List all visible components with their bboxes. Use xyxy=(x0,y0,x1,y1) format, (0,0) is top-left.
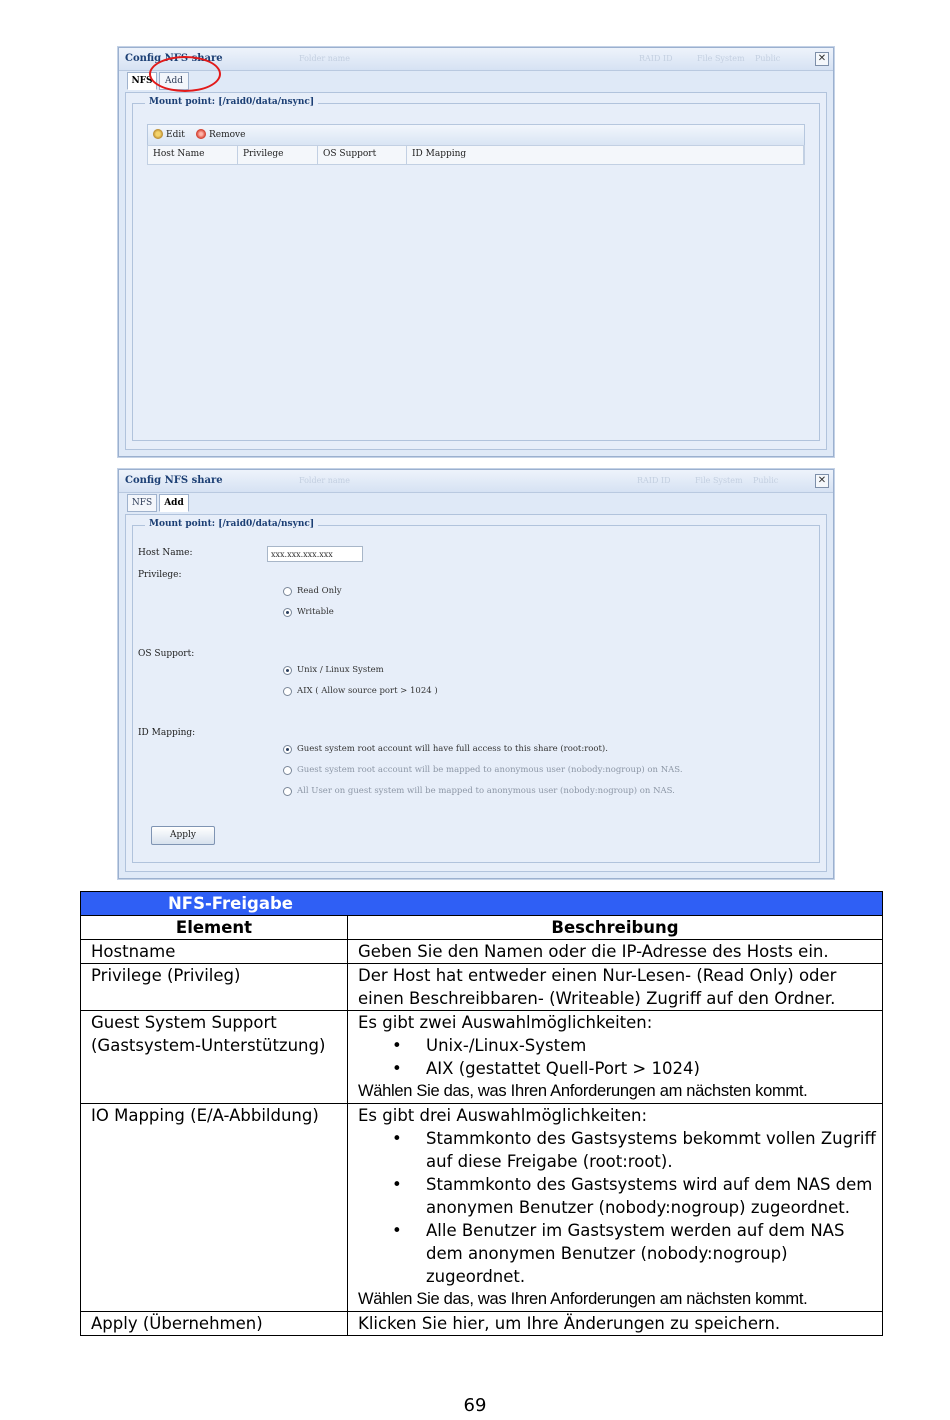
page-number: 69 xyxy=(463,1395,487,1416)
writable-label: Writable xyxy=(297,607,334,617)
unix-linux-label: Unix / Linux System xyxy=(297,665,384,675)
dialog-title: Config NFS share xyxy=(125,53,223,64)
table-title: NFS-Freigabe xyxy=(81,892,883,916)
ghost-public: Public xyxy=(755,54,781,63)
dialog-panel xyxy=(125,92,827,450)
bullet-item: • AIX (gestattet Quell-Port > 1024) xyxy=(426,1057,882,1080)
radio-all-users-anonymous[interactable] xyxy=(283,787,292,796)
id-mapping-label: ID Mapping: xyxy=(138,728,196,738)
radio-read-only[interactable] xyxy=(283,587,292,596)
aix-label: AIX ( Allow source port > 1024 ) xyxy=(297,686,438,696)
nfs-list-dialog xyxy=(118,47,834,457)
close-icon[interactable]: ✕ xyxy=(815,52,829,66)
host-name-label: Host Name: xyxy=(138,548,193,558)
bullet-item: • Stammkonto des Gastsystems bekommt vollen Zugriff auf diese Freigabe (root:root). xyxy=(426,1127,882,1173)
ghost-folder-name: Folder name xyxy=(299,476,350,485)
table-row xyxy=(81,964,883,1011)
row-tail: Wählen Sie das, was Ihren Anforderungen am nächsten kommt. xyxy=(358,1290,808,1308)
dialog-titlebar xyxy=(119,470,833,493)
row-description: Der Host hat entweder einen Nur-Lesen- (Read Only) oder einen Beschreibbaren- (Writeable) Zugriff auf den Ordner. xyxy=(348,964,883,1011)
row-description xyxy=(348,1011,883,1104)
edit-icon xyxy=(153,129,163,139)
ghost-file-system: File System xyxy=(695,476,743,485)
radio-aix[interactable] xyxy=(283,687,292,696)
ghost-raid-id: RAID ID xyxy=(639,54,673,63)
dialog-titlebar xyxy=(119,48,833,71)
highlight-circle xyxy=(149,56,221,92)
edit-label: Edit xyxy=(166,130,185,140)
bullet-item: • Unix-/Linux-System xyxy=(426,1034,882,1057)
edit-button[interactable] xyxy=(153,129,185,140)
grid-header xyxy=(147,145,805,165)
mount-point-label: Mount point: [/raid0/data/nsync] xyxy=(145,519,318,529)
column-separator xyxy=(317,146,318,164)
ghost-file-system: File System xyxy=(697,54,745,63)
row-element: Guest System Support (Gastsystem-Unterstützung) xyxy=(81,1011,348,1104)
radio-writable[interactable] xyxy=(283,608,292,617)
apply-button[interactable]: Apply xyxy=(151,826,215,845)
table-row xyxy=(81,1011,883,1104)
tab-nfs[interactable]: NFS xyxy=(127,494,157,512)
read-only-label: Read Only xyxy=(297,586,342,596)
tab-add[interactable]: Add xyxy=(159,494,189,512)
tab-nfs[interactable]: NFS xyxy=(127,72,157,90)
dialog-title: Config NFS share xyxy=(125,475,223,486)
mount-point-fieldset xyxy=(132,97,820,441)
privilege-label: Privilege: xyxy=(138,570,182,580)
toolbar xyxy=(147,124,805,146)
ghost-raid-id: RAID ID xyxy=(637,476,671,485)
mount-point-fieldset xyxy=(132,519,820,863)
table-title-row xyxy=(81,892,883,916)
root-full-access-label: Guest system root account will have full access to this share (root:root). xyxy=(297,744,608,754)
column-separator xyxy=(237,146,238,164)
os-support-label: OS Support: xyxy=(138,649,195,659)
bullet-list xyxy=(358,1034,882,1080)
column-separator xyxy=(406,146,407,164)
nfs-description-table xyxy=(80,891,883,1336)
table-row xyxy=(81,940,883,964)
radio-unix-linux[interactable] xyxy=(283,666,292,675)
ghost-folder-name: Folder name xyxy=(299,54,350,63)
row-intro: Es gibt drei Auswahlmöglichkeiten: xyxy=(358,1106,648,1125)
column-privilege[interactable]: Privilege xyxy=(243,149,284,159)
row-description xyxy=(348,1104,883,1312)
row-intro: Es gibt zwei Auswahlmöglichkeiten: xyxy=(358,1013,653,1032)
bullet-item: • Stammkonto des Gastsystems wird auf dem NAS dem anonymen Benutzer (nobody:nogroup) zugeordnet. xyxy=(426,1173,882,1219)
tab-add[interactable]: Add xyxy=(159,72,189,90)
row-tail: Wählen Sie das, was Ihren Anforderungen am nächsten kommt. xyxy=(358,1082,808,1100)
column-header-description: Beschreibung xyxy=(348,916,883,940)
column-separator xyxy=(803,146,804,164)
table-column-header-row xyxy=(81,916,883,940)
mount-point-label: Mount point: [/raid0/data/nsync] xyxy=(145,97,318,107)
remove-label: Remove xyxy=(209,130,246,140)
bullet-item: • Alle Benutzer im Gastsystem werden auf dem NAS dem anonymen Benutzer (nobody:nogroup) zugeordnet. xyxy=(426,1219,882,1288)
row-element: Hostname xyxy=(81,940,348,964)
row-element: Apply (Übernehmen) xyxy=(81,1312,348,1336)
column-host-name[interactable]: Host Name xyxy=(153,149,205,159)
remove-icon xyxy=(196,129,206,139)
remove-button[interactable] xyxy=(196,129,245,140)
row-description: Klicken Sie hier, um Ihre Änderungen zu speichern. xyxy=(348,1312,883,1336)
ghost-public: Public xyxy=(753,476,779,485)
root-anonymous-label: Guest system root account will be mapped to anonymous user (nobody:nogroup) on NAS. xyxy=(297,765,683,775)
host-name-input[interactable]: xxx.xxx.xxx.xxx xyxy=(267,546,363,562)
radio-root-full-access[interactable] xyxy=(283,745,292,754)
column-id-mapping[interactable]: ID Mapping xyxy=(412,149,467,159)
close-icon[interactable]: ✕ xyxy=(815,474,829,488)
row-description: Geben Sie den Namen oder die IP-Adresse des Hosts ein. xyxy=(348,940,883,964)
table-row xyxy=(81,1312,883,1336)
dialog-panel xyxy=(125,514,827,872)
all-users-anonymous-label: All User on guest system will be mapped to anonymous user (nobody:nogroup) on NAS. xyxy=(297,786,675,796)
table-row xyxy=(81,1104,883,1312)
column-os-support[interactable]: OS Support xyxy=(323,149,377,159)
radio-root-anonymous[interactable] xyxy=(283,766,292,775)
row-element: Privilege (Privileg) xyxy=(81,964,348,1011)
row-element: IO Mapping (E/A-Abbildung) xyxy=(81,1104,348,1312)
bullet-list xyxy=(358,1127,882,1288)
nfs-add-dialog xyxy=(118,469,834,879)
column-header-element: Element xyxy=(81,916,348,940)
